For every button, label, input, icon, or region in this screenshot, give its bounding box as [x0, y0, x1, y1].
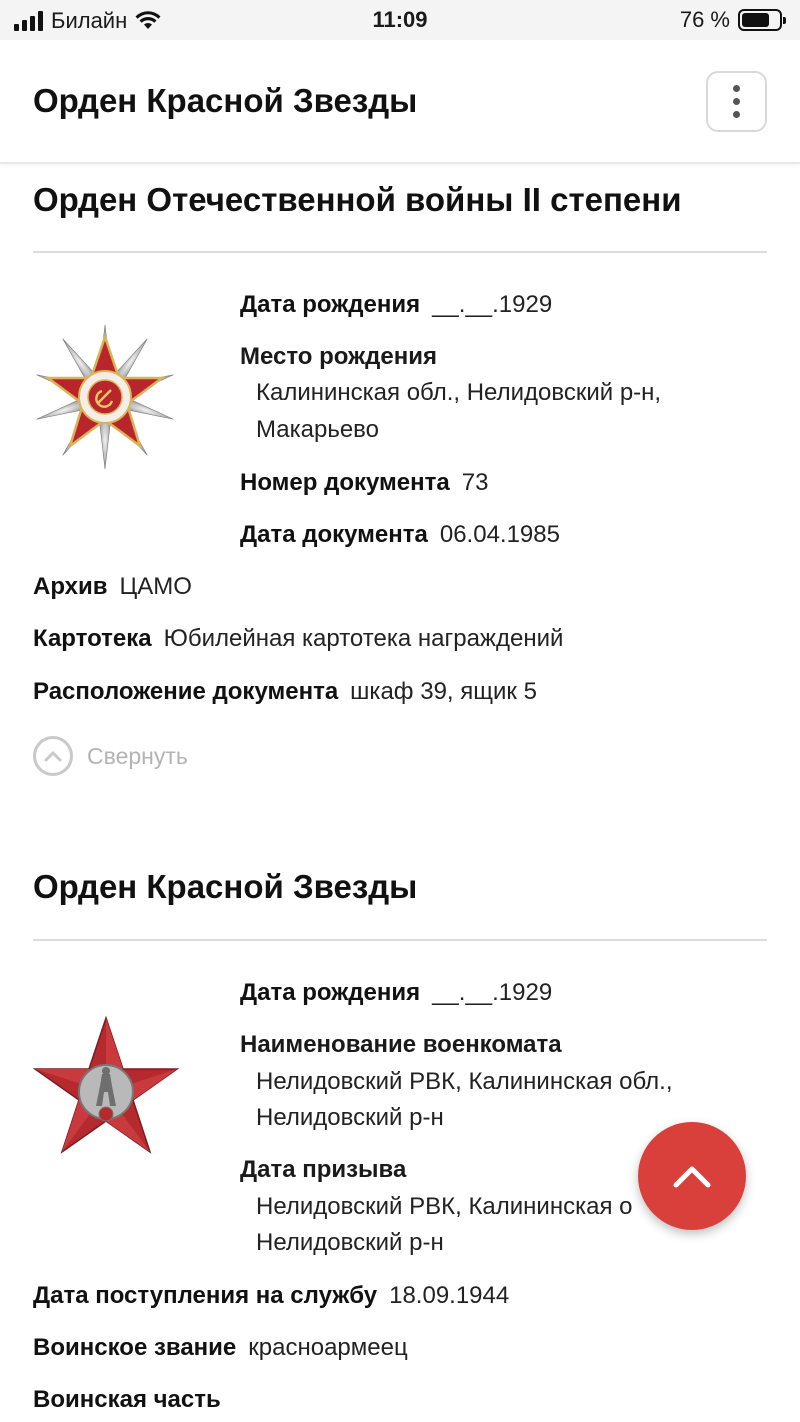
- chevron-up-icon: [672, 1163, 712, 1189]
- award2-conscription-line1: Нелидовский РВК, Калининская о: [256, 1193, 633, 1220]
- more-menu-button[interactable]: [706, 71, 767, 132]
- award1-location-value: шкаф 39, ящик 5: [350, 678, 537, 705]
- award1-cardfile-value: Юбилейная картотека награждений: [163, 625, 564, 652]
- order-patriotic-war-medal-icon: [34, 325, 176, 475]
- award1-birth-date-label: Дата рождения: [240, 291, 421, 318]
- award1-doc-number-row: [240, 466, 488, 500]
- status-bar: [0, 0, 800, 40]
- award2-birth-date-row: [240, 976, 552, 1010]
- award2-conscription-line2: Нелидовский р-н: [256, 1229, 444, 1256]
- battery-icon: [738, 9, 782, 31]
- award1-birth-date-row: [240, 288, 552, 322]
- status-right: [680, 7, 782, 33]
- award1-birth-place-label: Место рождения: [240, 343, 437, 370]
- award1-doc-number-label: Номер документа: [240, 469, 450, 496]
- award1-doc-date-value: 06.04.1985: [439, 521, 560, 548]
- clock: 11:09: [372, 7, 428, 32]
- page-title: Орден Красной Звезды: [33, 82, 418, 119]
- award2-rank-row: [33, 1331, 408, 1365]
- award2-conscription-label: Дата призыва: [240, 1156, 407, 1183]
- award1-title: Орден Отечественной войны II степени: [33, 181, 682, 218]
- award1-location-row: [33, 675, 537, 709]
- award1-doc-date-label: Дата документа: [240, 521, 428, 548]
- award1-archive-row: [33, 570, 192, 604]
- award1-doc-number-value: 73: [461, 469, 489, 496]
- award2-enlistment-office-label: Наименование военкомата: [240, 1031, 562, 1058]
- collapse-label: Свернуть: [87, 742, 188, 769]
- award1-location-label: Расположение документа: [33, 678, 339, 705]
- chevron-up-icon: [33, 736, 73, 776]
- battery-percent: 76 %: [679, 7, 730, 32]
- award2-service-start-label: Дата поступления на службу: [33, 1282, 378, 1309]
- award1-cardfile-label: Картотека: [33, 625, 152, 652]
- award1-birth-place-line1: Калининская обл., Нелидовский р-н,: [256, 379, 662, 406]
- order-red-star-medal-icon: [32, 1016, 180, 1160]
- award2-enlistment-office-line2: Нелидовский р-н: [256, 1104, 444, 1131]
- more-vertical-icon: [733, 85, 740, 92]
- award2-enlistment-office-line1: Нелидовский РВК, Калининская обл.,: [256, 1068, 673, 1095]
- scroll-to-top-button[interactable]: [638, 1122, 746, 1230]
- award1-birth-date-value: __.__.1929: [432, 291, 553, 318]
- collapse-button[interactable]: [33, 736, 188, 776]
- award1-archive-value: ЦАМО: [119, 573, 192, 600]
- award2-birth-date-label: Дата рождения: [240, 979, 421, 1006]
- award2-birth-date-value: __.__.1929: [432, 979, 553, 1006]
- award2-rank-label: Воинское звание: [33, 1334, 237, 1361]
- award2-service-start-row: [33, 1279, 509, 1313]
- award2-rank-value: красноармеец: [248, 1334, 408, 1361]
- award2-title: Орден Красной Звезды: [33, 868, 418, 905]
- award2-unit-row: [33, 1383, 221, 1417]
- carrier-name: Билайн: [51, 8, 128, 33]
- award1-cardfile-row: [33, 622, 563, 656]
- app-header: [0, 40, 800, 164]
- award2-service-start-value: 18.09.1944: [389, 1282, 510, 1309]
- award2-divider: [33, 939, 767, 941]
- award2-unit-label: Воинская часть: [33, 1386, 221, 1413]
- award1-archive-label: Архив: [33, 573, 108, 600]
- award1-birth-place-line2: Макарьево: [256, 416, 380, 443]
- award1-doc-date-row: [240, 518, 560, 552]
- award1-divider: [33, 251, 767, 253]
